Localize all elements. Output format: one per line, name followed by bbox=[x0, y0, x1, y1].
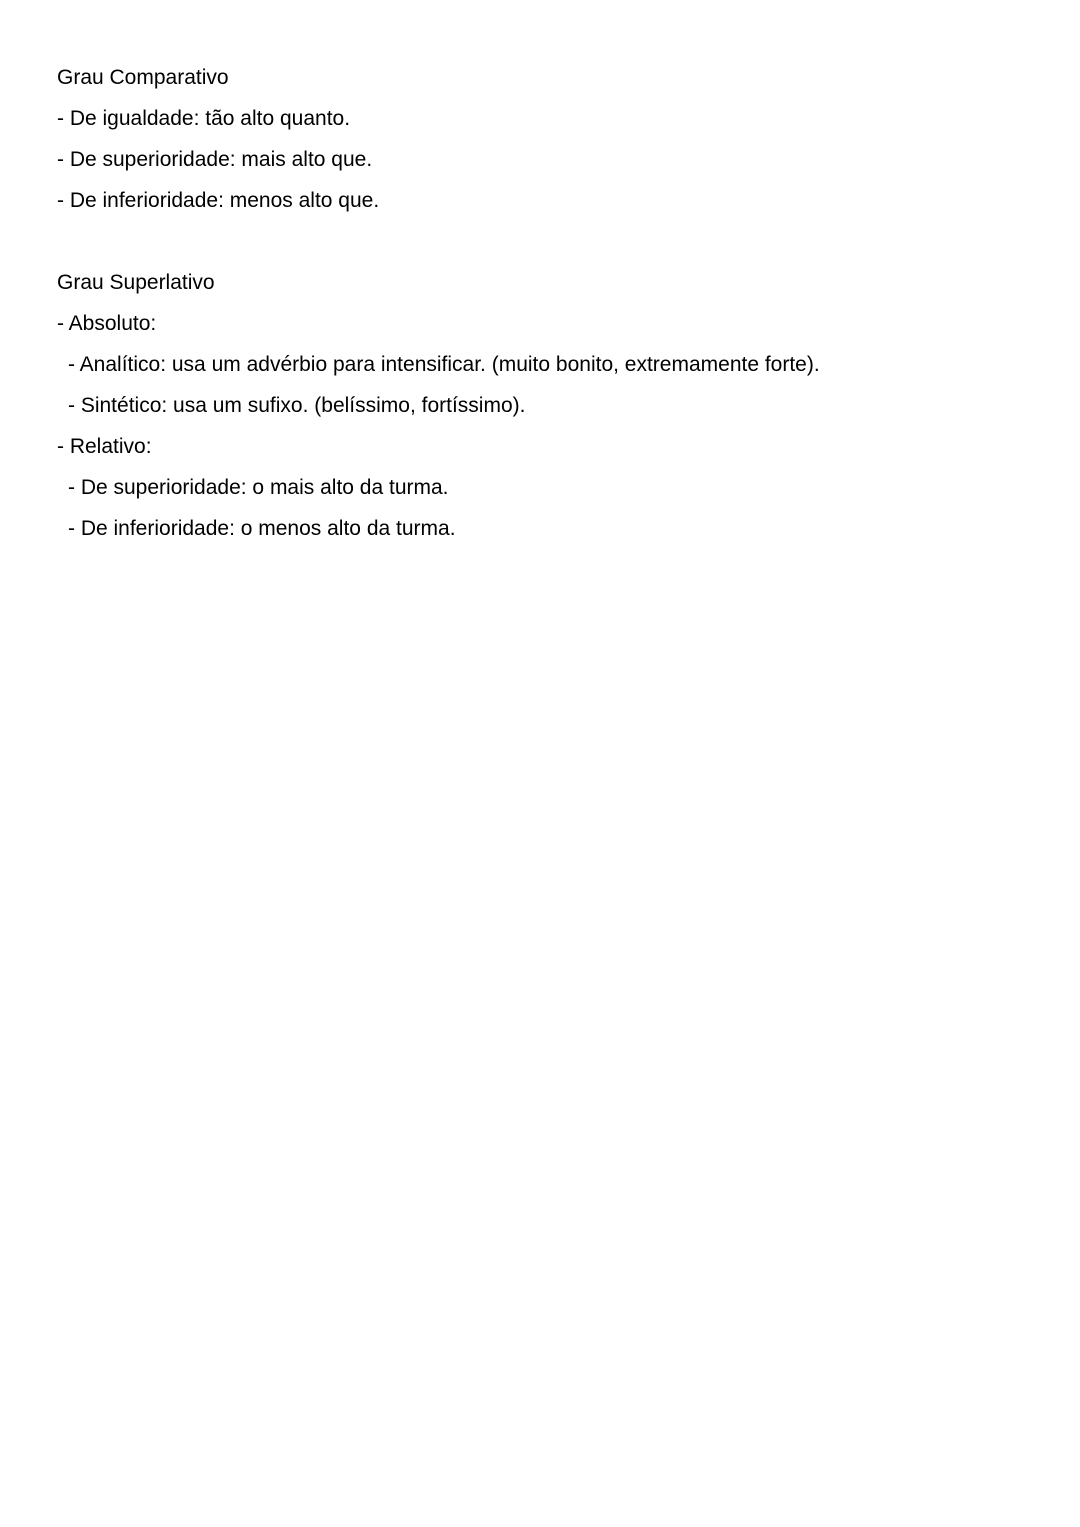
subsection-label-relativo: - Relativo: bbox=[57, 435, 152, 458]
list-item: - De inferioridade: menos alto que. bbox=[57, 189, 380, 212]
list-item: - Sintético: usa um sufixo. (belíssimo, fortíssimo). bbox=[68, 394, 526, 417]
subsection-label-absoluto: - Absoluto: bbox=[57, 312, 157, 335]
list-item: - Analítico: usa um advérbio para intensificar. (muito bonito, extremamente forte). bbox=[68, 353, 820, 376]
document-page bbox=[57, 57, 1037, 549]
list-item: - De igualdade: tão alto quanto. bbox=[57, 107, 351, 130]
section-heading: Grau Comparativo bbox=[57, 66, 229, 89]
section-grau-superlativo bbox=[57, 262, 1037, 549]
section-grau-comparativo bbox=[57, 57, 1037, 221]
list-item: - De inferioridade: o menos alto da turma. bbox=[68, 517, 456, 540]
blank-line bbox=[57, 221, 1037, 262]
list-item: - De superioridade: o mais alto da turma. bbox=[68, 476, 449, 499]
section-heading: Grau Superlativo bbox=[57, 271, 215, 294]
list-item: - De superioridade: mais alto que. bbox=[57, 148, 373, 171]
